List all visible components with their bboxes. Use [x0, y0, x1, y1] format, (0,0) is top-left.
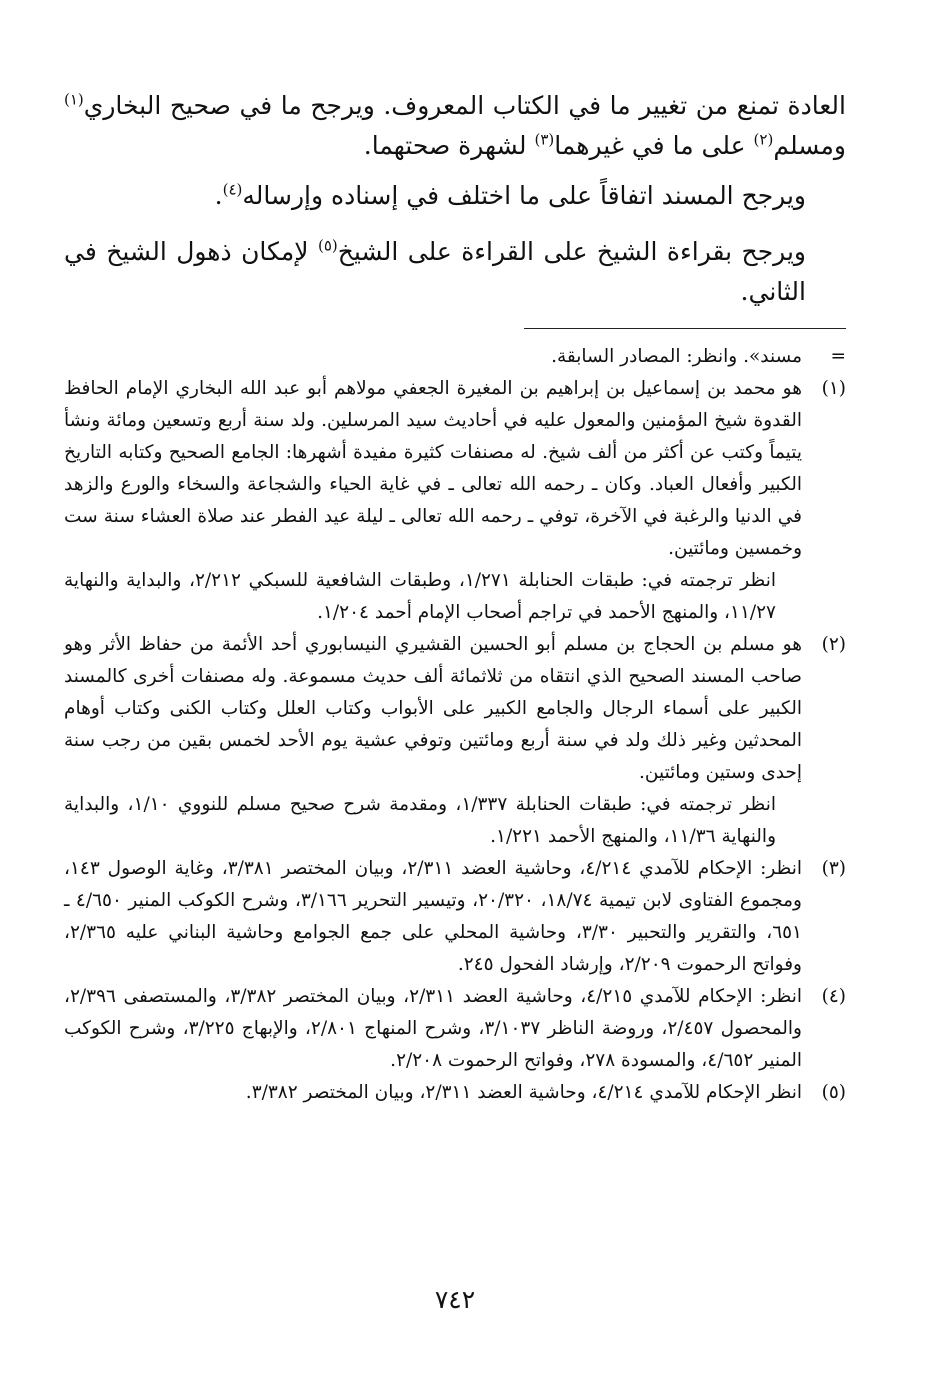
footnote-continuation — [64, 341, 846, 373]
footnote-1 — [64, 373, 846, 629]
footnotes — [64, 341, 846, 1109]
footnote-3-body: انظر: الإحكام للآمدي ٤/٢١٤، وحاشية العضد ٢/٣١١، وبيان المختصر ٣/٣٨١، وغاية الوصول ١٤٣، ومجموع الفتاوى لابن تيمية ١٨/٧٤، ٢٠/٣٢٠، وتيسير التحرير ٣/١٦٦، وشرح الكوكب المنير ٤/٦٥٠ ـ ٦٥١، والتقرير والتحبير ٣/٣٠، وحاشية المحلي على جمع الجوامع وحاشية البناني عليه ٢/٣٦٥، وفواتح الرحموت ٢/٢٠٩، وإرشاد الفحول ٢٤٥. — [64, 858, 802, 975]
footnote-ref-2: (٢) — [753, 130, 774, 149]
footnote-2-refs: انظر ترجمته في: طبقات الحنابلة ١/٣٣٧، ومقدمة شرح صحيح مسلم للنووي ١/١٠، والبداية والنهاية ١١/٣٦، والمنهج الأحمد ١/٢٢١. — [64, 794, 776, 847]
footnote-2-body: هو مسلم بن الحجاج بن مسلم أبو الحسين القشيري النيسابوري أحد الأئمة من حفاظ الأثر وهو صاحب المسند الصحيح الذي انتقاه من ثلاثمائة ألف حديث مسموعة. وله مصنفات أخرى كالمسند الكبير على أسماء الرجال والجامع الكبير على الأبواب وكتاب العلل وكتاب الكنى وكتاب أوهام المحدثين وغير ذلك ولد في سنة أربع ومائتين وتوفي عشية يوم الأحد لخمس بقين من رجب سنة إحدى وستين ومائتين. — [64, 634, 802, 783]
paragraph-1-part-a: ومسلم — [773, 131, 846, 160]
paragraph-1-part-c: لشهرة صحتهما. — [363, 131, 527, 160]
paragraph-1 — [64, 86, 846, 166]
paragraph-3-part-a: ويرجح بقراءة الشيخ على القراءة على الشيخ — [337, 237, 806, 266]
footnote-5 — [64, 1077, 846, 1109]
footnote-ref-3: (٣) — [534, 130, 555, 149]
page-number: ٧٤٢ — [434, 1285, 476, 1314]
paragraph-3 — [64, 232, 846, 312]
footnote-2-marker: (٢) — [821, 634, 846, 655]
paragraph-2-end: . — [214, 181, 223, 210]
footnote-separator — [524, 328, 846, 329]
continuation-marker: = — [830, 346, 846, 367]
paragraph-1-line-1: العادة تمنع من تغيير ما في الكتاب المعروف. ويرجح ما في صحيح البخاري — [83, 91, 846, 120]
footnote-ref-4: (٤) — [222, 180, 243, 199]
paragraph-1-part-b: على ما في غيرهما — [554, 131, 746, 160]
main-text — [64, 86, 846, 312]
paragraph-3-part-b: لإمكان ذهول الشيخ في الثاني. — [64, 237, 806, 306]
footnote-2 — [64, 629, 846, 853]
footnote-5-marker: (٥) — [821, 1082, 846, 1103]
footnote-ref-5: (٥) — [317, 236, 338, 255]
footnote-3 — [64, 853, 846, 981]
footnote-1-body: هو محمد بن إسماعيل بن إبراهيم بن المغيرة الجعفي مولاهم أبو عبد الله البخاري الإمام الحافظ القدوة شيخ المؤمنين والمعول عليه في أحاديث سيد المرسلين. ولد سنة أربع وتسعين ومائة ونشأ يتيماً وكتب عن أكثر من ألف شيخ. له مصنفات كثيرة مفيدة أشهرها: الجامع الصحيح وكتابه التاريخ الكبير وأفعال العباد. وكان ـ رحمه الله تعالى ـ في غاية الحياء والشجاعة والسخاء والورع والزهد في الدنيا والرغبة في الآخرة، توفي ـ رحمه الله تعالى ـ ليلة عيد الفطر عند صلاة العشاء سنة ست وخمسين ومائتين. — [64, 378, 803, 559]
book-page — [64, 86, 846, 1366]
footnote-4 — [64, 981, 846, 1077]
footnote-ref-1: (١) — [64, 90, 84, 109]
footnote-4-marker: (٤) — [821, 986, 846, 1007]
footnote-4-body: انظر: الإحكام للآمدي ٤/٢١٥، وحاشية العضد ٢/٣١١، وبيان المختصر ٣/٣٨٢، والمستصفى ٢/٣٩٦، والمحصول ٢/٤٥٧، وروضة الناظر ٣/١٠٣٧، وشرح المنهاج ٢/٨٠١، والإبهاج ٣/٢٢٥، وشرح الكوكب المنير ٤/٦٥٢، والمسودة ٢٧٨، وفواتح الرحموت ٢/٢٠٨. — [64, 986, 803, 1071]
paragraph-2-text: ويرجح المسند اتفاقاً على ما اختلف في إسناده وإرساله — [242, 181, 806, 210]
footnote-1-marker: (١) — [821, 378, 846, 399]
paragraph-2 — [64, 176, 846, 216]
footnote-3-marker: (٣) — [821, 858, 846, 879]
footnote-1-refs: انظر ترجمته في: طبقات الحنابلة ١/٢٧١، وطبقات الشافعية للسبكي ٢/٢١٢، والبداية والنهاية ١١/٢٧، والمنهج الأحمد في تراجم أصحاب الإمام أحمد ١/٢٠٤. — [64, 570, 776, 623]
footnote-5-body: انظر الإحكام للآمدي ٤/٢١٤، وحاشية العضد ٢/٣١١، وبيان المختصر ٣/٣٨٢. — [245, 1082, 802, 1103]
continuation-text: مسند». وانظر: المصادر السابقة. — [551, 346, 802, 367]
